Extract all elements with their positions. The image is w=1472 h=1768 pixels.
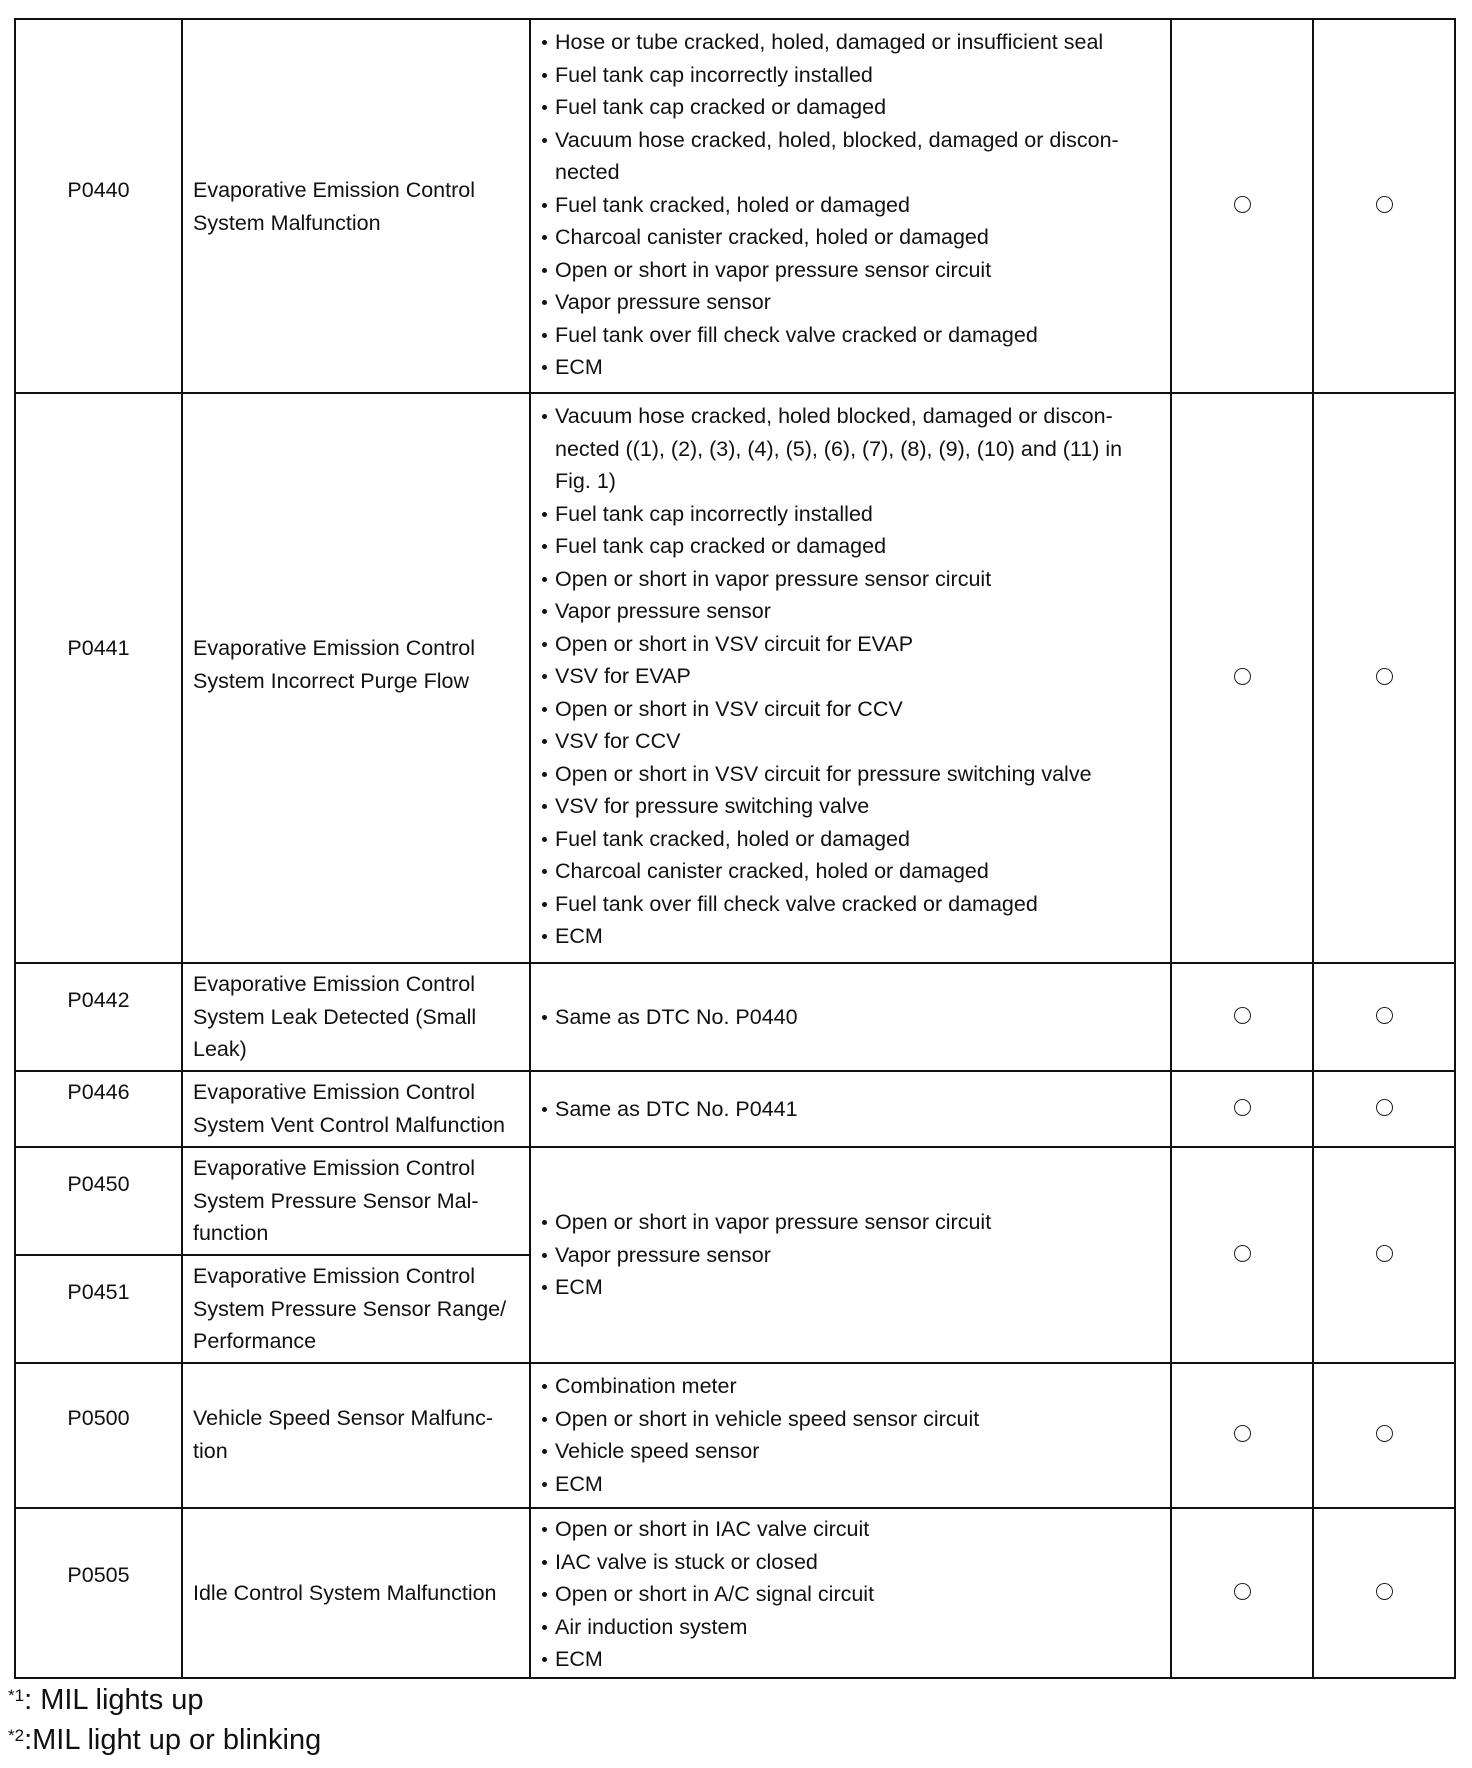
- footnote-mark: *1: [8, 1686, 25, 1705]
- list-item: Fuel tank over fill check valve cracked or damaged: [541, 888, 1162, 921]
- circle-icon: [1376, 668, 1393, 685]
- list-item: VSV for EVAP: [541, 660, 1162, 693]
- list-item: Open or short in IAC valve circuit: [541, 1513, 1162, 1546]
- list-item: Fuel tank cap cracked or damaged: [541, 91, 1162, 124]
- memory-cell: [1313, 1363, 1455, 1508]
- circle-icon: [1376, 196, 1393, 213]
- list-item: Vapor pressure sensor: [541, 595, 1162, 628]
- list-item: ECM: [541, 1468, 1162, 1501]
- memory-cell: [1313, 1071, 1455, 1147]
- list-item: Fuel tank cap cracked or damaged: [541, 530, 1162, 563]
- table-row: [15, 1508, 1455, 1678]
- trouble-area-cell: [530, 1363, 1171, 1508]
- mil-cell: [1171, 1363, 1313, 1508]
- detection-item: Evaporative Emission Control System Pressure Sensor Mal-function: [193, 1156, 479, 1245]
- dtc-code: P0441: [67, 636, 130, 660]
- trouble-area-list: [541, 400, 1162, 953]
- dtc-code-cell: [15, 1363, 182, 1508]
- trouble-area-list: [541, 1513, 1162, 1676]
- circle-icon: [1234, 1245, 1251, 1262]
- memory-cell: [1313, 1508, 1455, 1678]
- table-row: [15, 963, 1455, 1071]
- dtc-code-cell: [15, 19, 182, 393]
- circle-icon: [1234, 1099, 1251, 1116]
- trouble-area-cell: [530, 19, 1171, 393]
- circle-icon: [1234, 1425, 1251, 1442]
- list-item: Charcoal canister cracked, holed or damaged: [541, 855, 1162, 888]
- circle-icon: [1376, 1007, 1393, 1024]
- list-item: Open or short in vapor pressure sensor circuit: [541, 1206, 1162, 1239]
- list-item: Hose or tube cracked, holed, damaged or insufficient seal: [541, 26, 1162, 59]
- dtc-code-cell: [15, 393, 182, 963]
- trouble-area-cell: [530, 1147, 1171, 1363]
- list-item: ECM: [541, 1643, 1162, 1676]
- list-item: Open or short in vehicle speed sensor circuit: [541, 1403, 1162, 1436]
- circle-icon: [1376, 1245, 1393, 1262]
- list-item: Fuel tank over fill check valve cracked or damaged: [541, 319, 1162, 352]
- memory-cell: [1313, 393, 1455, 963]
- detection-item-cell: [182, 1255, 530, 1363]
- detection-item: Vehicle Speed Sensor Malfunc-tion: [193, 1406, 493, 1463]
- table-row: [15, 1363, 1455, 1508]
- table-row: [15, 1071, 1455, 1147]
- mil-cell: [1171, 1071, 1313, 1147]
- memory-cell: [1313, 19, 1455, 393]
- trouble-area-list: [541, 1206, 1162, 1304]
- detection-item-cell: [182, 1508, 530, 1678]
- memory-cell: [1313, 963, 1455, 1071]
- list-item: Fuel tank cap incorrectly installed: [541, 498, 1162, 531]
- mil-cell: [1171, 1147, 1313, 1363]
- list-item: VSV for pressure switching valve: [541, 790, 1162, 823]
- circle-icon: [1234, 668, 1251, 685]
- list-item: Fuel tank cap incorrectly installed: [541, 59, 1162, 92]
- list-item: Open or short in vapor pressure sensor circuit: [541, 254, 1162, 287]
- detection-item: Idle Control System Malfunction: [193, 1580, 497, 1605]
- list-item: ECM: [541, 1271, 1162, 1304]
- list-item: IAC valve is stuck or closed: [541, 1546, 1162, 1579]
- list-item: VSV for CCV: [541, 725, 1162, 758]
- detection-item-cell: [182, 1363, 530, 1508]
- detection-item-cell: [182, 1147, 530, 1255]
- trouble-area-cell: [530, 1508, 1171, 1678]
- dtc-code: P0440: [67, 178, 130, 202]
- footnote-text: :MIL light up or blinking: [24, 1724, 322, 1756]
- trouble-area-list: [541, 1001, 1162, 1034]
- footnote-1: [8, 1680, 321, 1720]
- list-item: Combination meter: [541, 1370, 1162, 1403]
- trouble-area-list: [541, 1370, 1162, 1500]
- detection-item: Evaporative Emission Control System Pressure Sensor Range/ Performance: [193, 1264, 507, 1353]
- trouble-area-cell: [530, 963, 1171, 1071]
- detection-item-cell: [182, 963, 530, 1071]
- list-item: Vapor pressure sensor: [541, 1239, 1162, 1272]
- list-item: ECM: [541, 920, 1162, 953]
- dtc-code: P0505: [67, 1563, 130, 1587]
- detection-item: Evaporative Emission Control System Incorrect Purge Flow: [193, 636, 476, 693]
- trouble-area-list: [541, 1093, 1162, 1126]
- detection-item: Evaporative Emission Control System Vent Control Malfunction: [193, 1080, 505, 1137]
- list-item: Vapor pressure sensor: [541, 286, 1162, 319]
- footnotes: [8, 1680, 321, 1760]
- dtc-code-cell: [15, 1071, 182, 1147]
- circle-icon: [1234, 1583, 1251, 1600]
- list-item: ECM: [541, 351, 1162, 384]
- circle-icon: [1376, 1099, 1393, 1116]
- dtc-code-cell: [15, 963, 182, 1071]
- dtc-code: P0500: [67, 1406, 130, 1430]
- table-row: [15, 393, 1455, 963]
- list-item: Vacuum hose cracked, holed blocked, damaged or discon-nected ((1), (2), (3), (4), (5), (6), (7), (8), (9), (10) and (11) in Fig. 1): [541, 400, 1162, 498]
- dtc-code: P0442: [67, 988, 130, 1012]
- list-item: Open or short in vapor pressure sensor circuit: [541, 563, 1162, 596]
- list-item: Fuel tank cracked, holed or damaged: [541, 189, 1162, 222]
- list-item: Charcoal canister cracked, holed or damaged: [541, 221, 1162, 254]
- list-item: Same as DTC No. P0441: [541, 1093, 1162, 1126]
- list-item: Same as DTC No. P0440: [541, 1001, 1162, 1034]
- dtc-code-cell: [15, 1255, 182, 1363]
- circle-icon: [1234, 196, 1251, 213]
- mil-cell: [1171, 963, 1313, 1071]
- list-item: Air induction system: [541, 1611, 1162, 1644]
- list-item: Open or short in A/C signal circuit: [541, 1578, 1162, 1611]
- footnote-mark: *2: [8, 1726, 25, 1745]
- detection-item-cell: [182, 19, 530, 393]
- mil-cell: [1171, 19, 1313, 393]
- list-item: Vacuum hose cracked, holed, blocked, damaged or discon-nected: [541, 124, 1162, 189]
- list-item: Vehicle speed sensor: [541, 1435, 1162, 1468]
- trouble-area-cell: [530, 1071, 1171, 1147]
- detection-item-cell: [182, 1071, 530, 1147]
- memory-cell: [1313, 1147, 1455, 1363]
- dtc-code-cell: [15, 1147, 182, 1255]
- circle-icon: [1376, 1425, 1393, 1442]
- trouble-area-cell: [530, 393, 1171, 963]
- list-item: Open or short in VSV circuit for pressure switching valve: [541, 758, 1162, 791]
- detection-item-cell: [182, 393, 530, 963]
- detection-item: Evaporative Emission Control System Malfunction: [193, 178, 476, 235]
- trouble-area-list: [541, 26, 1162, 384]
- dtc-code: P0451: [67, 1280, 130, 1304]
- table-row: [15, 1147, 1455, 1255]
- dtc-table: [14, 18, 1456, 1679]
- list-item: Fuel tank cracked, holed or damaged: [541, 823, 1162, 856]
- table-row: [15, 19, 1455, 393]
- mil-cell: [1171, 1508, 1313, 1678]
- dtc-code-cell: [15, 1508, 182, 1678]
- mil-cell: [1171, 393, 1313, 963]
- footnote-2: [8, 1720, 321, 1760]
- list-item: Open or short in VSV circuit for CCV: [541, 693, 1162, 726]
- list-item: Open or short in VSV circuit for EVAP: [541, 628, 1162, 661]
- dtc-code: P0450: [67, 1172, 130, 1196]
- dtc-code: P0446: [67, 1080, 130, 1104]
- detection-item: Evaporative Emission Control System Leak Detected (Small Leak): [193, 972, 477, 1061]
- circle-icon: [1376, 1583, 1393, 1600]
- footnote-text: : MIL lights up: [24, 1684, 204, 1716]
- circle-icon: [1234, 1007, 1251, 1024]
